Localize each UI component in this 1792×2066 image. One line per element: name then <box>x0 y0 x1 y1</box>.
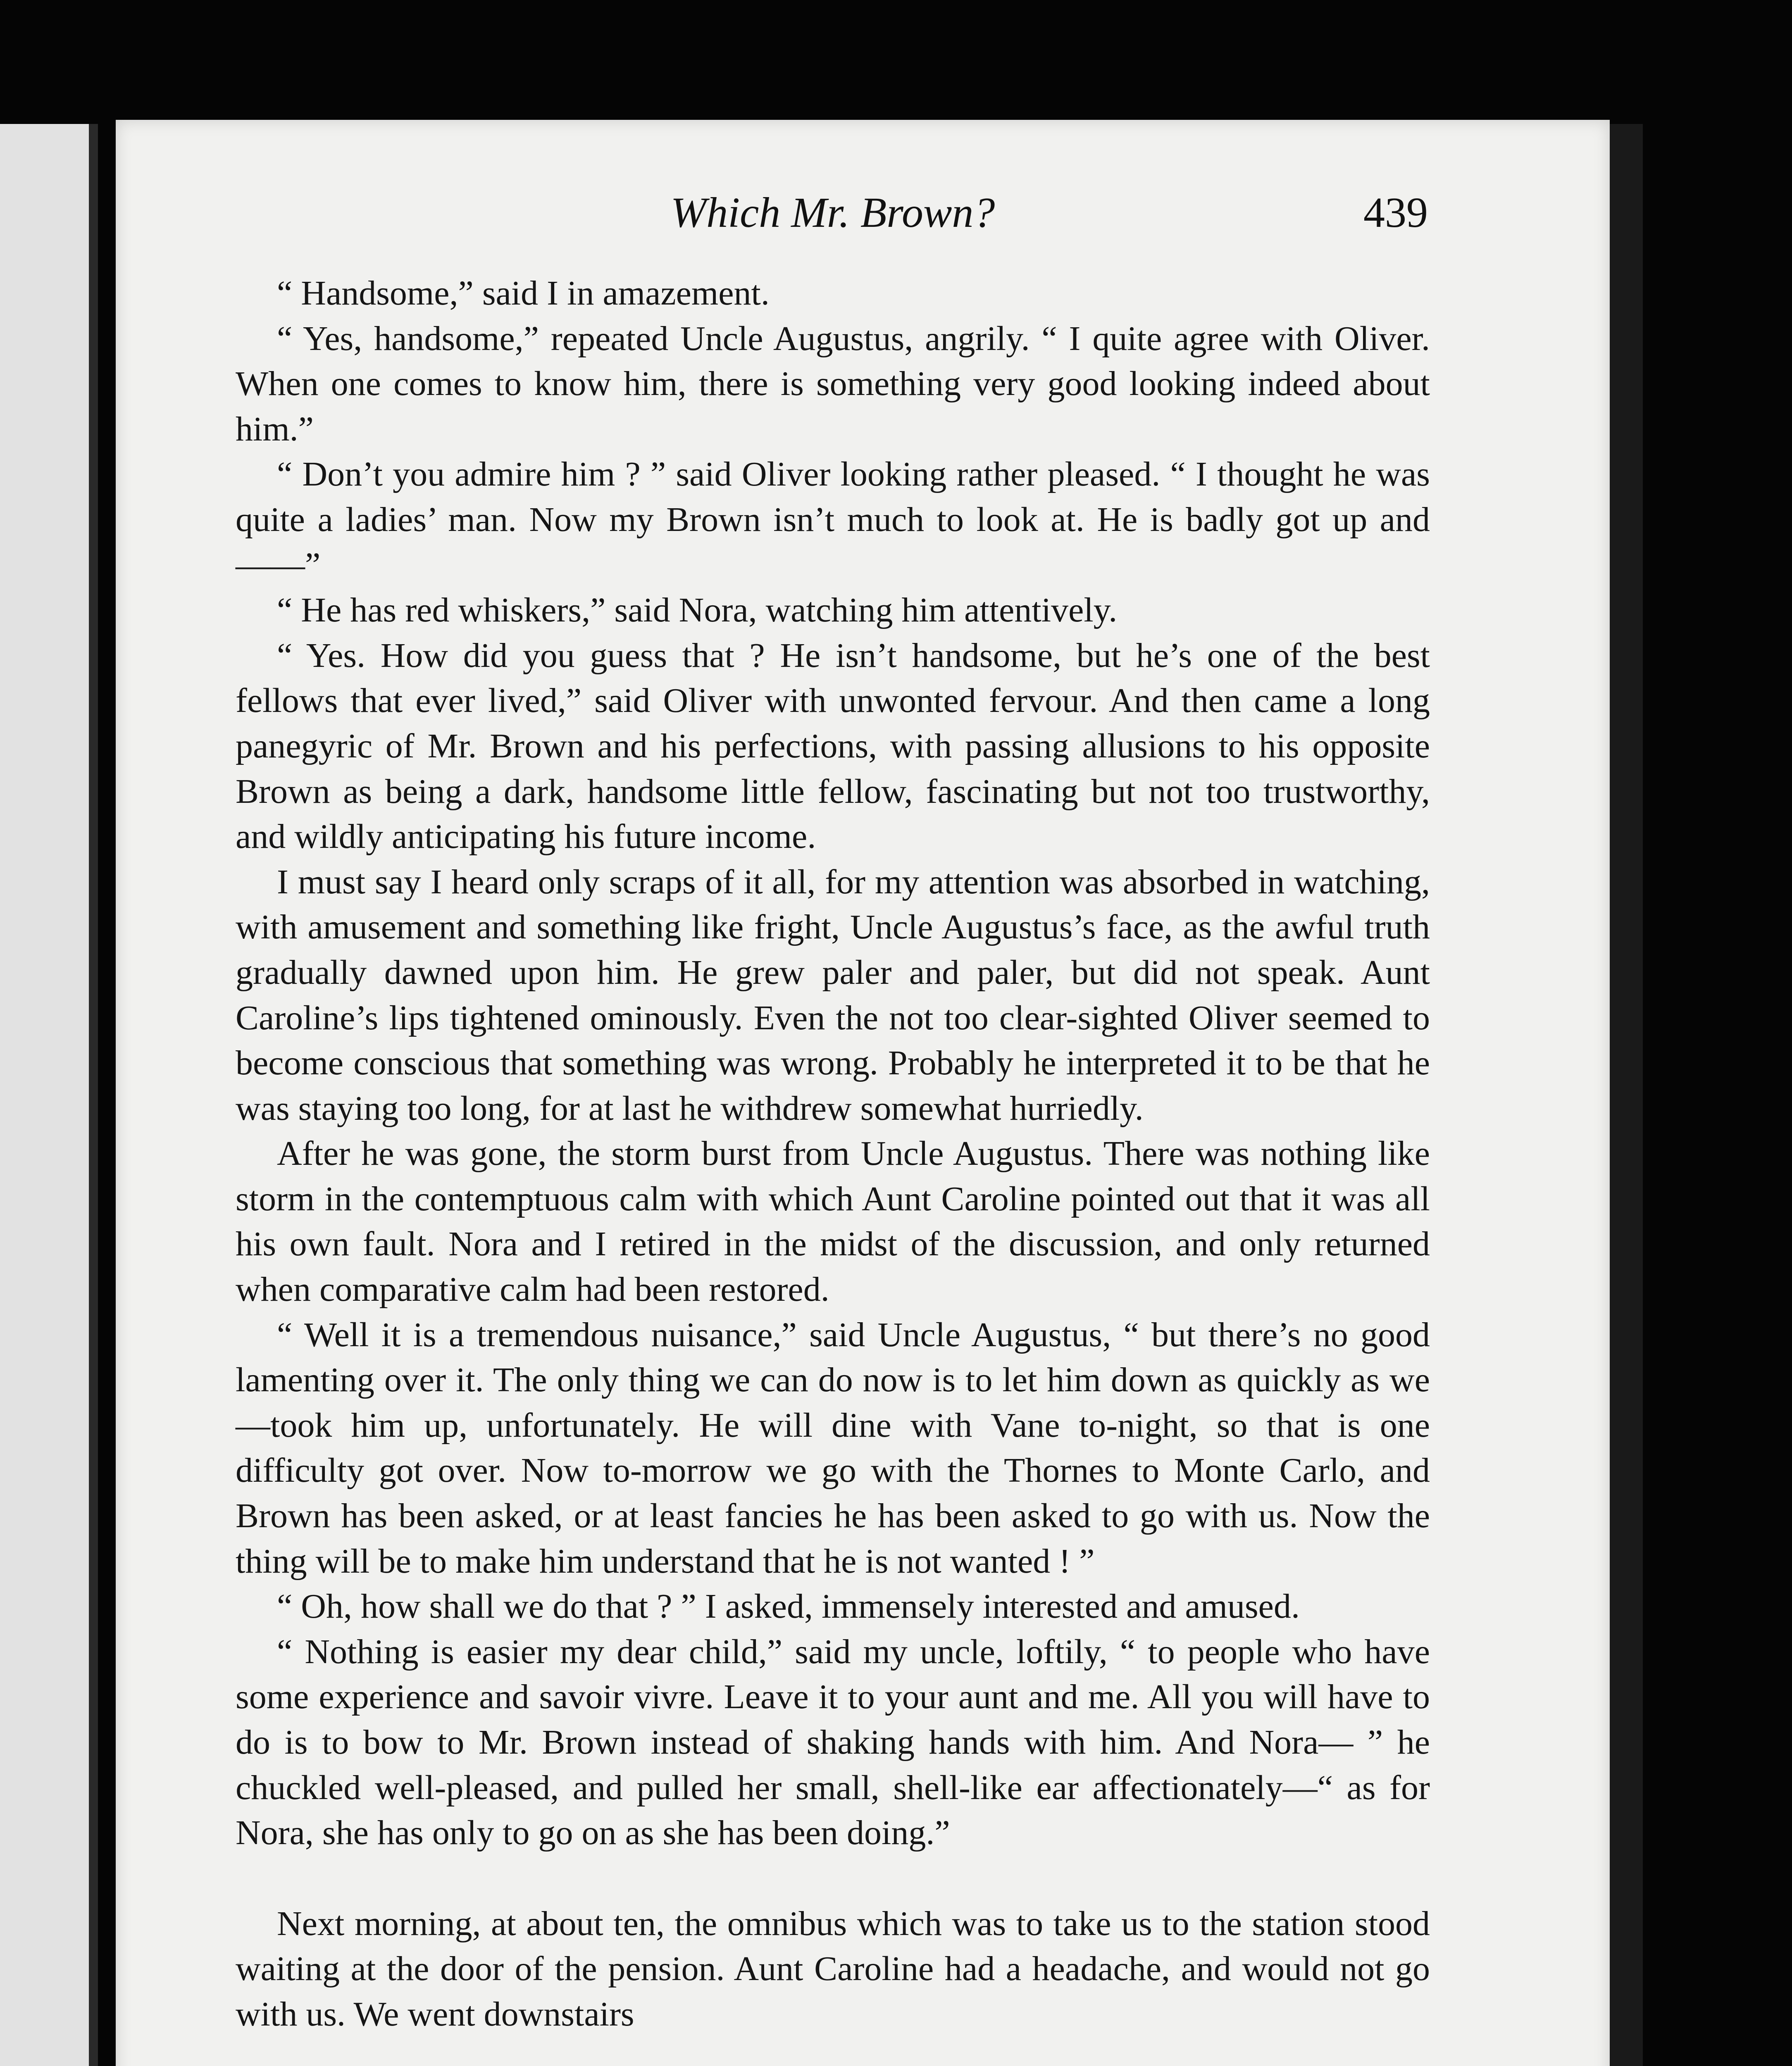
facing-page-edge <box>0 124 98 2066</box>
page-number: 439 <box>1363 189 1428 236</box>
running-title: Which Mr. Brown? <box>670 189 995 236</box>
paragraph: Next morning, at about ten, the omnibus which was to take us to the station stood waiting at the door of the pension. Aunt Caroline had a headache, and would not go with us. We went downstairs <box>236 1904 1430 2033</box>
page-header <box>238 182 1428 244</box>
paragraph: After he was gone, the storm burst from Uncle Augustus. There was nothing like storm in the contemptuous calm with which Aunt Caroline pointed out that it was all his own fault. Nora and I retired in the midst of the discussion, and only returned when comparative calm had been restored. <box>236 1134 1430 1309</box>
paragraph: “ Oh, how shall we do that ? ” I asked, immensely interested and amused. <box>277 1587 1300 1626</box>
paragraph: “ He has red whiskers,” said Nora, watching him attentively. <box>277 591 1118 630</box>
paragraph: “ Yes, handsome,” repeated Uncle Augustus, angrily. “ I quite agree with Oliver. When one comes to know him, there is something very good looking indeed about him.” <box>236 319 1430 448</box>
paragraph: “ Handsome,” said I in amazement. <box>277 274 770 312</box>
paragraph: “ Nothing is easier my dear child,” said my uncle, loftily, “ to people who have some experience and savoir vivre. Leave it to your aunt and me. All you will have to do is to bow to Mr. Brown instead of shaking hands with him. And Nora— ” he chuckled well-pleased, and pulled her small, shell-like ear affectionately—“ as for Nora, she has only to go on as she has been doing.” <box>236 1632 1430 1852</box>
paragraph: “ Yes. How did you guess that ? He isn’t handsome, but he’s one of the best fellows that ever lived,” said Oliver with unwonted fervour. And then came a long panegyric of Mr. Brown and his perfections, with passing allusions to his opposite Brown as being a dark, handsome little fellow, fascinating but not too trustworthy, and wildly anticipating his future income. <box>236 636 1430 856</box>
paragraph: I must say I heard only scraps of it all, for my attention was absorbed in watching, with amusement and something like fright, Uncle Augustus’s face, as the awful truth gradually dawned upon him. He grew paler and paler, but did not speak. Aunt Caroline’s lips tightened ominously. Even the not too clear-sighted Oliver seemed to become conscious that something was wrong. Probably he interpreted it to be that he was staying too long, for at last he withdrew somewhat hurriedly. <box>236 862 1430 1128</box>
page-edge-shadow <box>1610 124 1643 2066</box>
paragraph: “ Well it is a tremendous nuisance,” said Uncle Augustus, “ but there’s no good lamenting over it. The only thing we can do now is to let him down as quickly as we—took him up, unfortunately. He will dine with Vane to-night, so that is one difficulty got over. Now to-morrow we go with the Thornes to Monte Carlo, and Brown has been asked, or at least fancies he has been asked to go with us. Now the thing will be to make him understand that he is not wanted ! ” <box>236 1315 1430 1580</box>
paragraph: “ Don’t you admire him ? ” said Oliver looking rather pleased. “ I thought he was quite a ladies’ man. Now my Brown isn’t much to look at. He is badly got up and ——” <box>236 455 1430 584</box>
body-text <box>236 271 1430 2037</box>
